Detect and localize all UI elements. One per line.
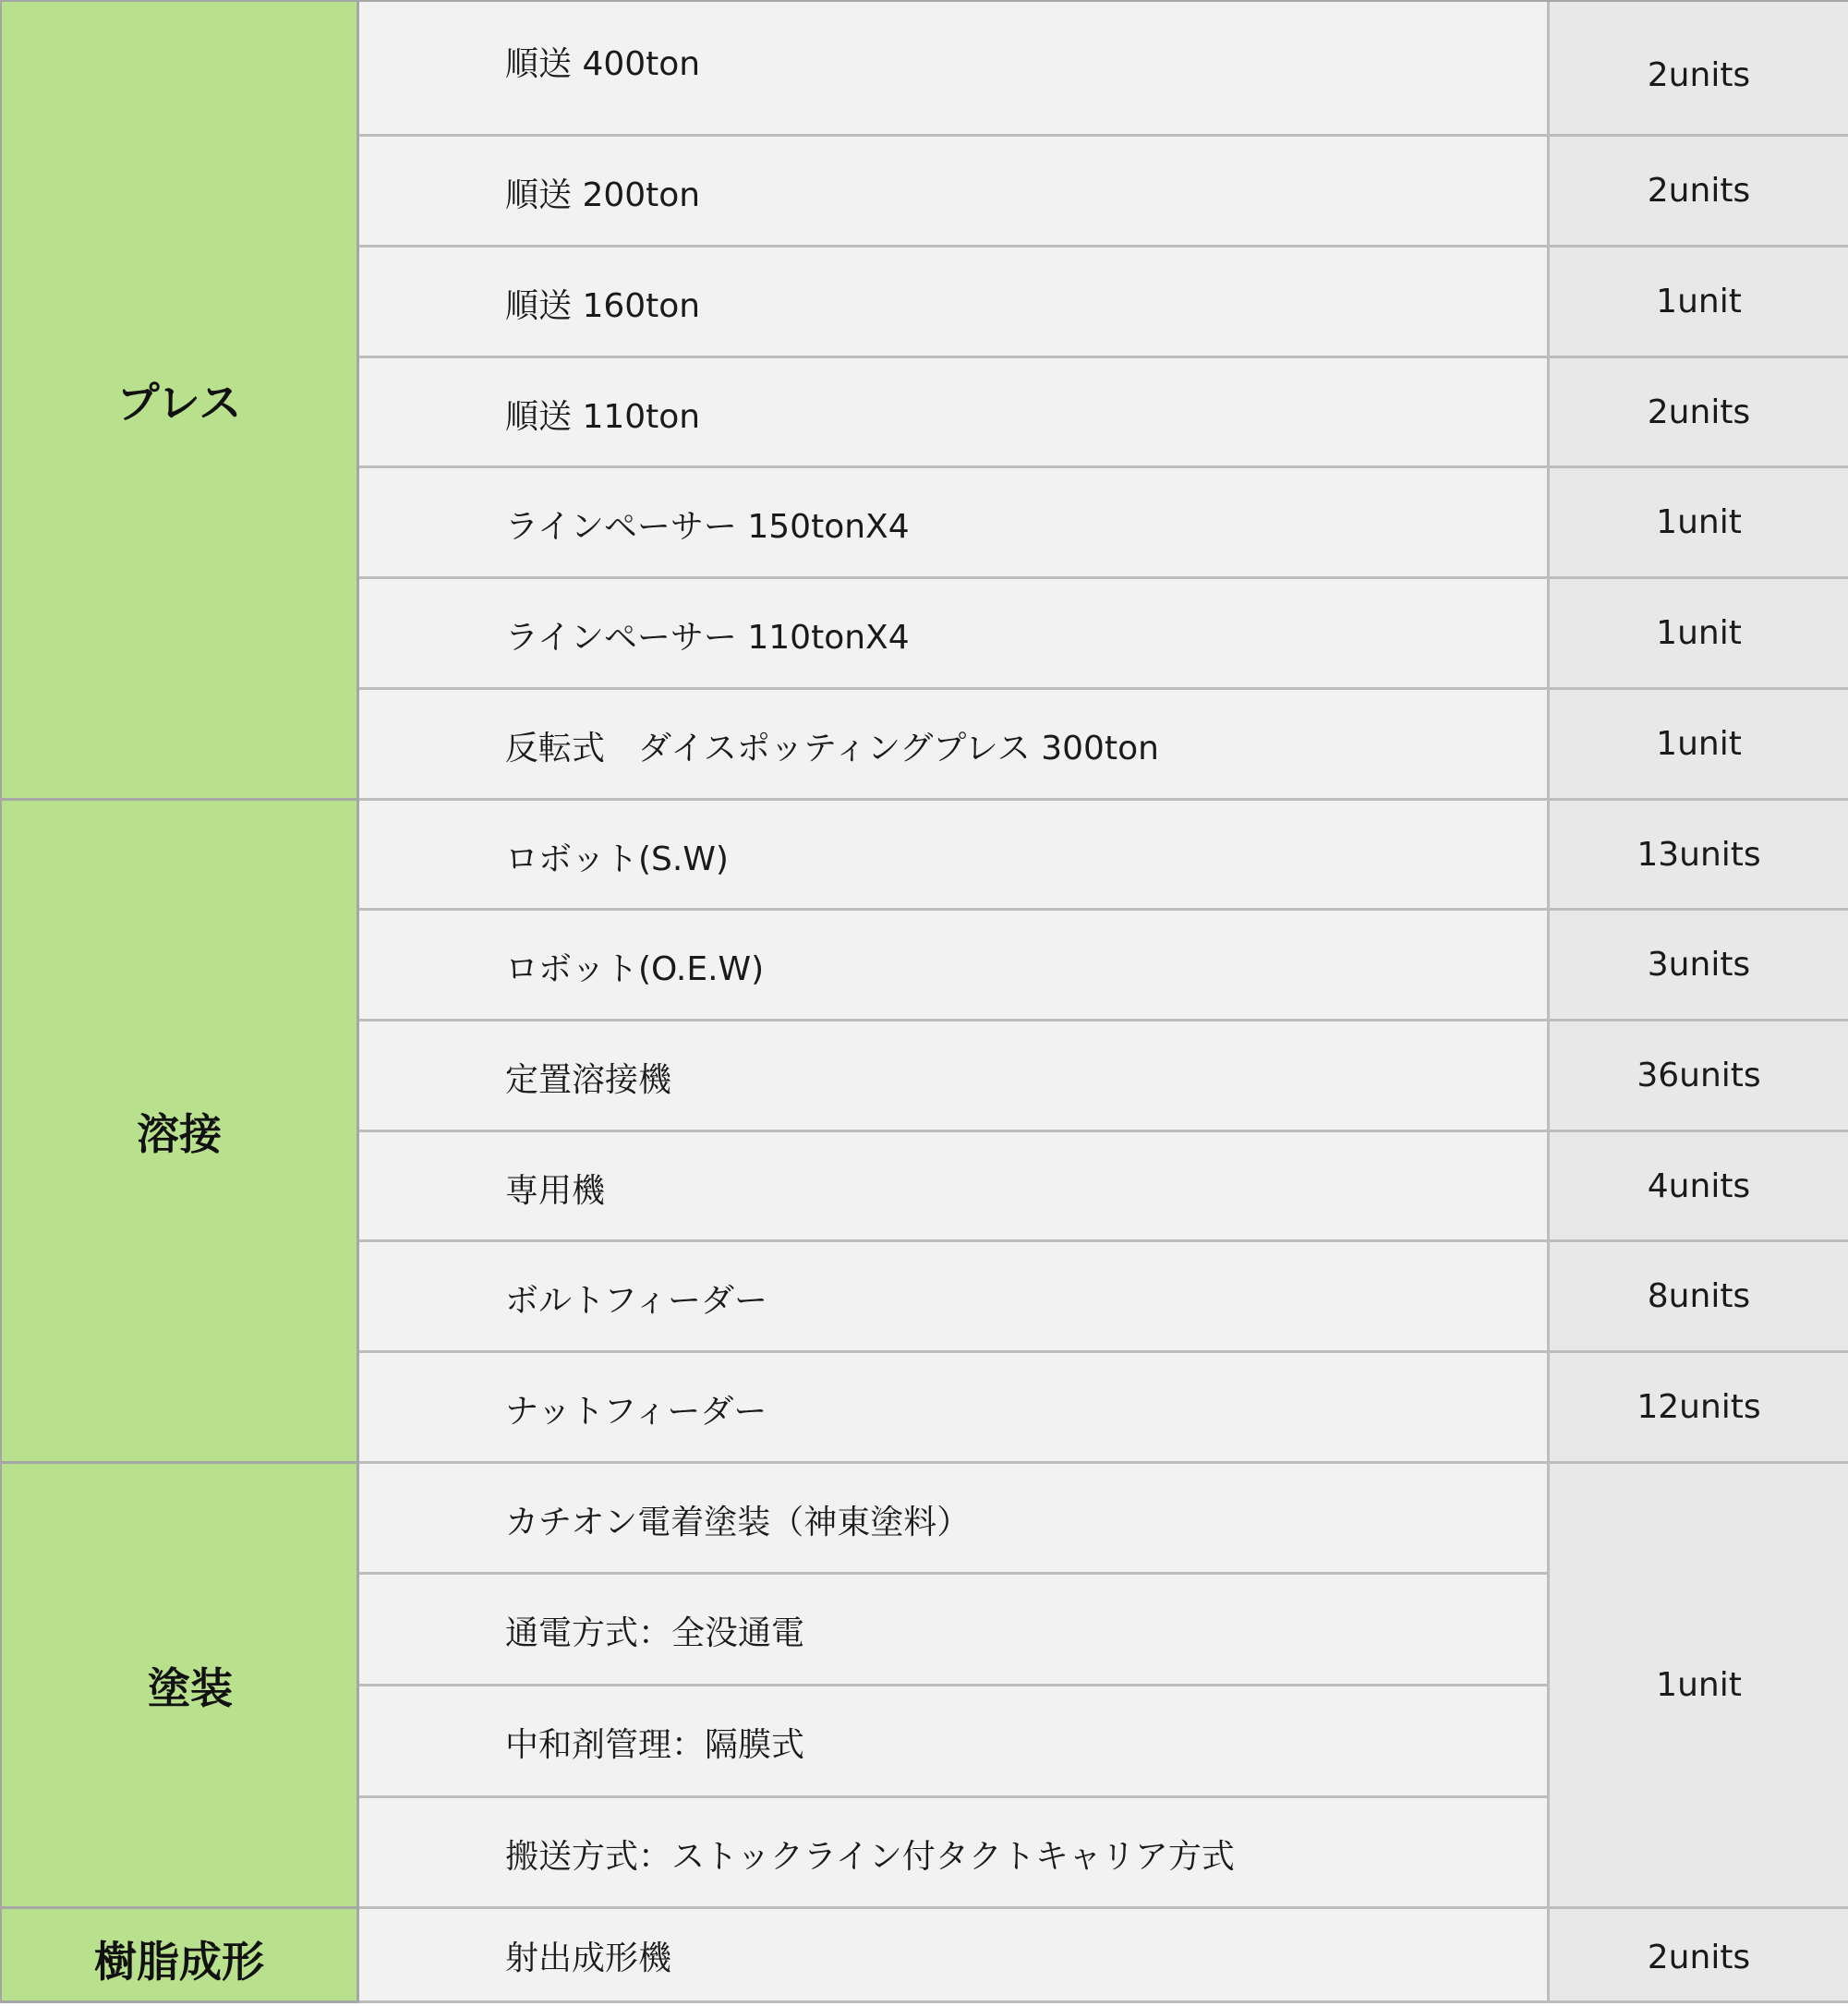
item-row: 射出成形機 [359,1909,1547,2003]
quantity-cell: 2units [1547,358,1848,468]
category-painting: 塗装 [2,1464,359,1909]
quantity-cell: 2units [1547,2,1848,137]
item-row: 順送 400ton [359,2,1547,137]
item-row: 定置溶接機 [359,1021,1547,1132]
item-row: 順送 200ton [359,137,1547,248]
quantity-cell: 1unit [1547,248,1848,358]
item-row: ラインペーサー 150tonX4 [359,468,1547,579]
item-row: 搬送方式：ストックライン付タクトキャリア方式 [359,1798,1547,1909]
item-row: ボルトフィーダー [359,1242,1547,1353]
item-row: ロボット(S.W) [359,801,1547,911]
quantity-cell: 2units [1547,137,1848,248]
quantity-cell: 8units [1547,1242,1848,1353]
item-row: 中和剤管理：隔膜式 [359,1686,1547,1798]
item-row: ロボット(O.E.W) [359,911,1547,1021]
quantity-cell: 2units [1547,1909,1848,2003]
item-row: 順送 110ton [359,358,1547,468]
quantity-cell: 36units [1547,1021,1848,1132]
item-row: カチオン電着塗装（神東塗料） [359,1464,1547,1575]
quantity-cell: 13units [1547,801,1848,911]
quantity-cell: 4units [1547,1132,1848,1242]
quantity-cell: 1unit [1547,690,1848,801]
item-row: ナットフィーダー [359,1353,1547,1464]
item-row: 専用機 [359,1132,1547,1242]
quantity-cell: 1unit [1547,468,1848,579]
quantity-cell: 1unit [1547,579,1848,690]
quantity-cell-merged: 1unit [1547,1464,1848,1909]
category-press: プレス [2,2,359,801]
item-row: 通電方式：全没通電 [359,1575,1547,1686]
category-welding: 溶接 [2,801,359,1464]
quantity-cell: 3units [1547,911,1848,1021]
category-resin-molding: 樹脂成形 [2,1909,359,2003]
quantity-cell: 12units [1547,1353,1848,1464]
item-row: 順送 160ton [359,248,1547,358]
item-row: 反転式 ダイスポッティングプレス 300ton [359,690,1547,801]
item-row: ラインペーサー 110tonX4 [359,579,1547,690]
